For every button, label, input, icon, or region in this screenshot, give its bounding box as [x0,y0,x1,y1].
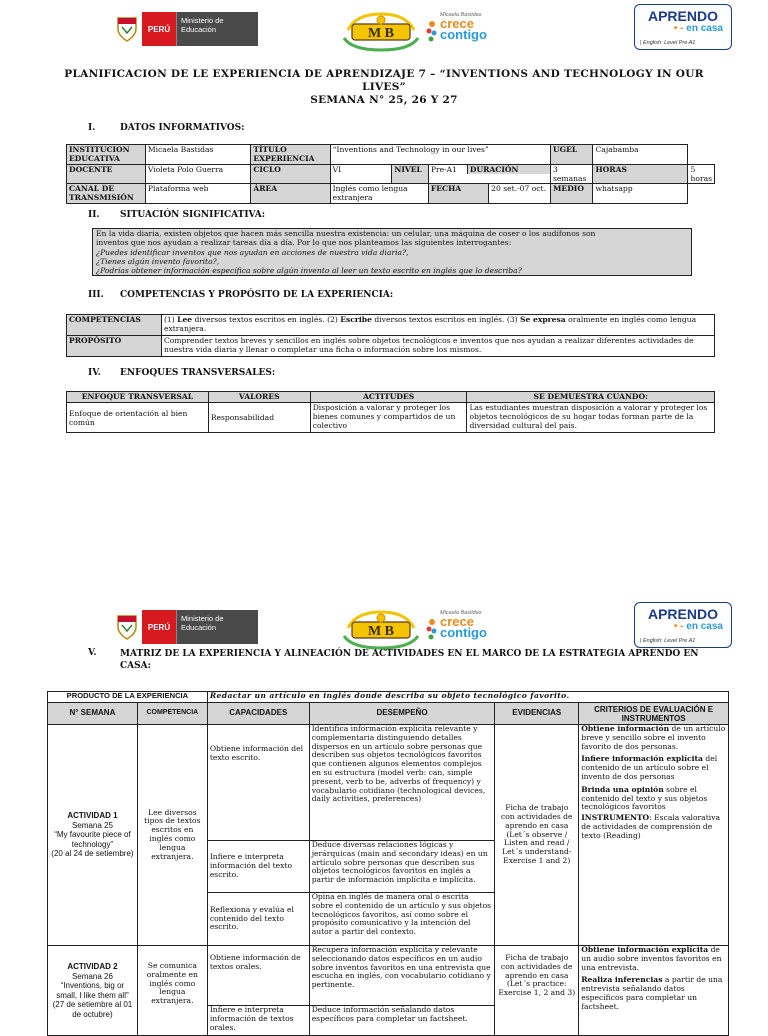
aprendo-text: APRENDO [647,8,718,24]
actividad-1-evidencia: Ficha de trabajo con actividades de aprendo en casa (Let´s observe / Listen and read / Let´s understand- Exercise 1 and 2) [495,725,579,946]
canal-value: Plataforma web [145,184,250,204]
en-casa-text: • - en casa [673,23,723,34]
minedu-logo [112,12,258,46]
contigo-text: contigo [440,27,487,42]
duracion-label: DURACIÓN [468,165,550,174]
proposito-value: Comprender textos breves y sencillos en inglés sobre objetos tecnológicos e inventos que nos ayudan a realizar diferentes actividades de nuestra vida diaria y llenar o completar una ficha o información sobre los mismos. [161,336,714,357]
fecha-label: FECHA [428,184,488,204]
actividad-1-semana: ACTIVIDAD 1 Semana 25 “My favourite piece of technology” (20 al 24 de setiembre) [48,725,138,946]
mb-text: M B [367,26,395,41]
actividad-2-semana: ACTIVIDAD 2 Semana 26 “Inventions, big or small, I like them all” (27 de setiembre al 01 de octubre) [48,946,138,1036]
english-level: | English: Level Pre A1 [640,40,696,46]
crece-top-text: Micaela Bastidas [440,12,482,18]
actitudes-header: ACTITUDES [310,392,467,403]
actividad-1-desempeno-3: Opina en inglés de manera oral o escrita sobre el contenido de un artículo y sus objetos tecnológicos favoritos, así como sobre el propósito comunicativo y la intención del autor a partir del contexto. [309,893,495,946]
nivel-text: Pre-A1 [429,165,468,174]
capacidades-header: CAPACIDADES [207,703,309,725]
se-demuestra-header: SE DEMUESTRA CUANDO: [467,392,715,403]
ciclo-value: VI [330,165,392,184]
nivel-label: NIVEL [392,165,428,184]
peru-shield-icon [112,12,142,46]
proposito-label: PROPÓSITO [67,336,162,357]
institucion-label: INSTITUCION EDUCATIVA [67,145,146,165]
titulo-value: “Inventions and Technology in our lives” [330,145,550,165]
english-level: | English: Level Pre A1 [640,638,696,644]
competencias-table [66,314,715,357]
mb-logo [342,608,420,650]
producto-label: PRODUCTO DE LA EXPERIENCIA [48,692,208,703]
actividad-2-evidencia: Ficha de trabajo con actividades de aprendo en casa (Let´s practice: Exercise 1, 2 and 3) [495,946,579,1036]
ministerio-label: Ministerio de Educación [176,610,258,644]
actividad-2-competencia: Se comunica oralmente en inglés como lengua extranjera. [137,946,207,1036]
area-value: Inglés como lengua extranjera [330,184,428,204]
page-1: PERÚ Ministerio de Educación M B Micaela Bastidas crece contigo APRENDO • - en casa | English: Level Pre A1 PLANIFICACION DE LE EXPERIENCIA DE APRENDIZAJE 7 – “INVENTIONS AND TECHNOLOGY IN OUR LIVES” SEMANA N° 25, 26 Y 27 I. DATOS INFORMATIVOS: INSTITUCION EDUCATIVA Micaela Bastidas TÍTULO EXPERIENCIA “Inventions and Technology in our lives” UGEL Cajabamba DOCENTE Violeta Polo Guerra CICLO VI NIVEL Pre-A1 DURACIÓN 3 semanas HORAS 5 horas CANAL DE TRANSMISIÓN Plataforma web ÁREA Inglés como lengua extranjera FECHA 20 set.-07 oct. MEDIO whatsapp II. SITUACIÓN SIGNIFICATIVA: En la vida diaria, existen objetos que hacen más sencilla nuestra existencia: un celular, una máquina de coser o los audífonos son inventos que nos ayudan a realizar tareas día a día. Por lo que nos planteamos las siguientes interrogantes: ¿Puedes identificar inventos que nos ayudan en acciones de nuestra vida diaria?, ¿Tienes algún invento favorito?, ¿Podrías obtener información específica sobre algún invento al leer un texto escrito en inglés que lo describa? III. COMPETENCIAS Y PROPÓSITO DE LA EXPERIENCIA: COMPETENCIAS (1) Lee diversos textos escritos en inglés. (2) Escribe diversos textos escritos en inglés. (3) Se expresa oralmente en inglés como lengua extranjera. PROPÓSITO Comprender textos breves y sencillos en inglés sobre objetos tecnológicos e inventos que nos ayudan a realizar diferentes actividades de nuestra vida diaria y llenar o completar una ficha o información sobre los mismos. IV. ENFOQUES TRANSVERSALES: ENFOQUE TRANSVERSAL VALORES ACTITUDES SE DEMUESTRA CUANDO: Enfoque de orientación al bien común Responsabilidad Disposición a valorar y proteger los bienes comunes y compartidos de un colectivo Las estudiantes muestran disposición a valorar y proteger los objetos tecnológicos de su hogar todas forman parte de la diversidad cultural del país. [0,0,768,560]
ugel-label: UGEL [551,145,593,165]
institucion-value: Micaela Bastidas [145,145,250,165]
actividad-1-capacidad-3: Reflexiona y evalúa el contenido del texto escrito. [207,893,309,946]
enfoques-table [66,391,715,433]
titulo-label: TÍTULO EXPERIENCIA [251,145,330,165]
docente-value: Violeta Polo Guerra [145,165,250,184]
actitudes-value: Disposición a valorar y proteger los bienes comunes y compartidos de un colectivo [310,403,467,433]
se-demuestra-value: Las estudiantes muestran disposición a valorar y proteger los objetos tecnológicos de su hogar todas forman parte de la diversidad cultural del país. [467,403,715,433]
duracion-value: 3 semanas [551,165,593,184]
medio-label: MEDIO [551,184,593,204]
actividad-2-desempeno-2: Deduce información señalando datos específicos para completar un factsheet. [309,1006,495,1036]
situacion-p1: En la vida diaria, existen objetos que hacen más sencilla nuestra existencia: un celular, una máquina de coser o los audífonos son [96,229,596,238]
competencias-value: (1) Lee diversos textos escritos en inglés. (2) Escribe diversos textos escritos en inglés. (3) Se expresa oralmente en inglés como lengua extranjera. [161,315,714,336]
actividad-1-competencia: Lee diversos tipos de textos escritos en inglés como lengua extranjera. [137,725,207,946]
enfoque-header: ENFOQUE TRANSVERSAL [67,392,209,403]
valores-header: VALORES [208,392,310,403]
semana-header: N° SEMANA [48,703,138,725]
ministerio-label: Ministerio de Educación [176,12,258,46]
crece-text: crece [440,16,474,31]
crece-contigo-logo [424,610,500,648]
actividad-1-capacidad-1: Obtiene información del texto escrito. [207,725,309,841]
producto-value: Redactar un artículo en inglés donde describa su objeto tecnológico favorito. [207,692,728,703]
docente-label: DOCENTE [67,165,146,184]
en-casa-text: • - en casa [673,621,723,632]
area-label: ÁREA [251,184,330,204]
situacion-q2: ¿Tienes algún invento favorito?, [96,256,220,266]
situacion-q1: ¿Puedes identificar inventos que nos ayudan en acciones de nuestra vida diaria?, [96,247,409,257]
enfoque-value: Enfoque de orientación al bien común [67,403,209,433]
medio-value: whatsapp [593,184,688,204]
actividad-2-capacidad-1: Obtiene información de textos orales. [207,946,309,1006]
valores-value: Responsabilidad [208,403,310,433]
peru-label: PERÚ [142,12,176,46]
actividad-2-capacidad-2: Infiere e interpreta información de textos orales. [207,1006,309,1036]
actividad-1-desempeno-1: Identifica información explícita relevante y complementaria distinguiendo detalles dispersos en un artículo sobre personas que describen sus objetos tecnológicos favoritos que contienen algunos elementos complejos en su estructura (model verb: can, simple present, verb to be, adverbs of frequency) y vocabulario cotidiano (technological devices, daily activities, preferences) [309,725,495,841]
crece-contigo-logo [424,12,500,50]
desempeno-header: DESEMPEÑO [309,703,495,725]
matriz-table [47,691,729,1036]
actividad-2-row [48,946,729,1006]
actividad-1-row [48,725,729,841]
ciclo-label: CICLO [251,165,330,184]
page-gap [0,560,768,578]
actividad-2-desempeno-1: Recupera información explícita y relevante seleccionando datos específicos en un audio sobre inventos favoritos en una entrevista que escucha en inglés, con vocabulario cotidiano y pertinente. [309,946,495,1006]
ugel-value: Cajabamba [593,145,688,165]
peru-shield-icon [112,610,142,644]
crece-top-text: Micaela Bastidas [440,610,482,616]
canal-label: CANAL DE TRANSMISIÓN [67,184,146,204]
contigo-text: contigo [440,625,487,640]
criterios-header: CRITERIOS DE EVALUACIÓN E INSTRUMENTOS [579,703,729,725]
horas-label: HORAS [593,165,688,184]
actividad-1-desempeno-2: Deduce diversas relaciones lógicas y jerárquicas (main and secondary ideas) en un artículo sobre personas que describen sus objetos tecnológicos favoritos en inglés a partir de información implícita e implícita. [309,841,495,893]
peru-label: PERÚ [142,610,176,644]
actividad-1-criterios: Obtiene información de un artículo breve y sencillo sobre el invento favorito de dos personas. Infiere información explícita del contenido de un artículo sobre el invento de dos personas Brinda una opinión sobre el contenido del texto y sus objetos tecnológicos favoritos INSTRUMENTO: Escala valorativa de actividades de comprensión de texto (Reading) [579,725,729,946]
situacion-significativa-box [92,228,692,276]
evidencias-header: EVIDENCIAS [495,703,579,725]
document-title: PLANIFICACION DE LE EXPERIENCIA DE APRENDIZAJE 7 – “INVENTIONS AND TECHNOLOGY IN OUR LIVES” SEMANA N° 25, 26 Y 27 [64,68,704,106]
situacion-p2: inventos que nos ayudan a realizar tareas día a día. Por lo que nos planteamos las siguientes interrogantes: [96,238,512,248]
competencia-header: COMPETENCIA [137,703,207,725]
nivel-duracion-cell [428,165,550,184]
situacion-q3: ¿Podrías obtener información específica sobre algún invento al leer un texto escrito en inglés que lo describa? [96,266,522,276]
page-2: PERÚ Ministerio de Educación M B Micaela Bastidas crece contigo APRENDO • - en casa | English: Level Pre A1 V. MATRIZ DE LA EXPERIENCIA Y ALINEACIÓN DE ACTIVIDADES EN EL MARCO DE LA ESTRATEGIA APRENDO EN CASA: PRODUCTO DE LA EXPERIENCIA Redactar un artículo en inglés donde describa su objeto tecnológico favorito. N° SEMANA COMPETENCIA CAPACIDADES DESEMPEÑO EVIDENCIAS CRITERIOS DE EVALUACIÓN E INSTRUMENTOS ACTIVIDAD 1 Semana 25 “My favourite piece of technology” (20 al 24 de setiembre) Lee diversos tipos de textos escritos en inglés como lengua extranjera. Obtiene información del texto escrito. Identifica información explícita relevante y complementaria distinguiendo detalles dispersos en un artículo sobre personas que describen sus objetos tecnológicos favoritos que contienen algunos elementos complejos en su estructura (model verb: can, simple present, verb to be, adverbs of frequency) y vocabulario cotidiano (technological devices, daily activities, preferences) Ficha de trabajo con actividades de aprendo en casa (Let´s observe / Listen and read / Let´s understand- Exercise 1 and 2) Obtiene información de un artículo breve y sencillo sobre el invento favorito de dos personas. Infiere información explícita del contenido de un artículo sobre el invento de dos personas Brinda una opinión sobre el contenido del texto y sus objetos tecnológicos favoritos INSTRUMENTO: Escala valorativa de actividades de comprensión de texto (Reading) Infiere e interpreta información del texto escrito. Deduce diversas relaciones lógicas y jerárquicas (main and secondary ideas) en un artículo sobre personas que describen sus objetos tecnológicos favoritos en inglés a partir de información implícita e implícita. Reflexiona y evalúa el contenido del texto escrito. Opina en inglés de manera oral o escrita sobre el contenido de un artículo y sus objetos tecnológicos favoritos, así como sobre el propósito comunicativo y la intención del autor a partir del contexto. ACTIVIDAD 2 Semana 26 “Inventions, big or small, I like them all” (27 de setiembre al 01 de octubre) Se comunica oralmente en inglés como lengua extranjera. Obtiene información de textos orales. Recupera información explícita y relevante seleccionando datos específicos en un audio sobre inventos favoritos en una entrevista que escucha en inglés, con vocabulario cotidiano y pertinente. Ficha de trabajo con actividades de aprendo en casa (Let´s practice: Exercise 1, 2 and 3) Obtiene información explícita de un audio sobre inventos favoritos en una entrevista. Realiza inferencias a partir de una entrevista señalando datos específicos para completar un factsheet. Infiere e interpreta información de textos orales. Deduce información señalando datos específicos para completar un factsheet. [0,578,768,1024]
mb-logo [342,10,420,52]
header-logos [0,0,768,62]
competencias-label: COMPETENCIAS [67,315,162,336]
horas-value: 5 horas [688,165,715,184]
datos-informativos-table [66,144,715,204]
actividad-2-criterios: Obtiene información explícita de un audio sobre inventos favoritos en una entrevista. Realiza inferencias a partir de una entrevista señalando datos específicos para completar un factsheet. [579,946,729,1036]
crece-text: crece [440,614,474,629]
mb-text: M B [367,624,395,639]
actividad-1-capacidad-2: Infiere e interpreta información del texto escrito. [207,841,309,893]
minedu-logo [112,610,258,644]
aprendo-text: APRENDO [647,606,718,622]
fecha-value: 20 set.-07 oct. [489,184,551,204]
